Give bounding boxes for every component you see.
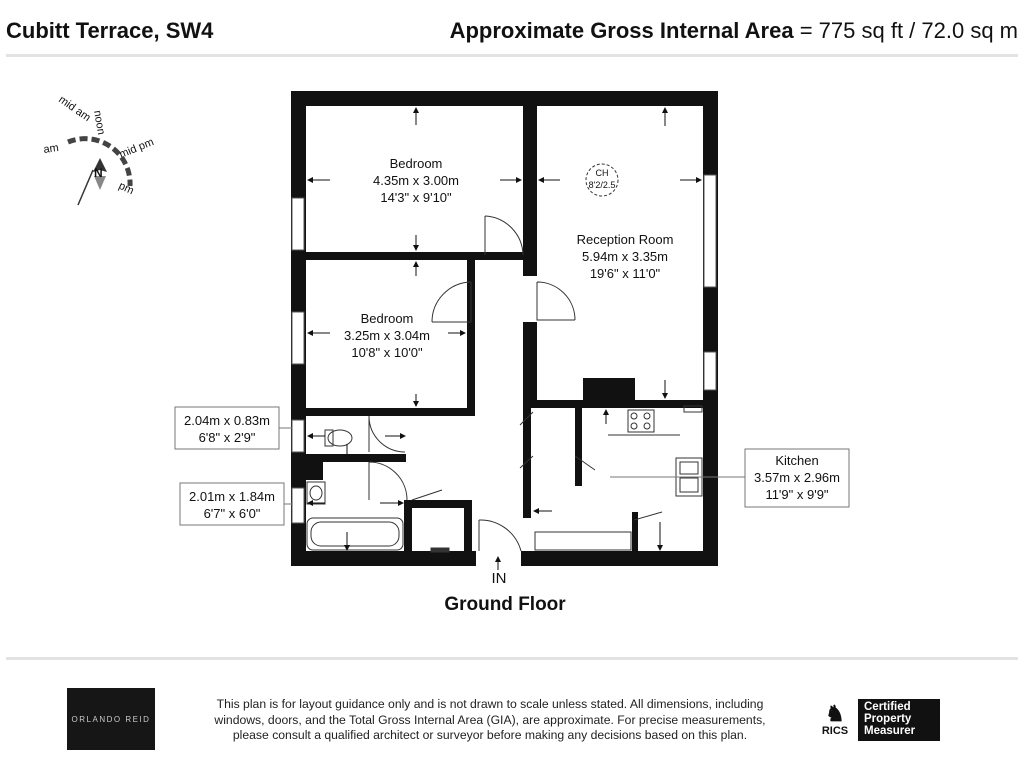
compass <box>43 94 156 205</box>
rics-logo <box>815 703 855 737</box>
lion-icon: ♞ <box>825 701 845 726</box>
area-value: = 775 sq ft / 72.0 sq m <box>799 18 1018 43</box>
ceiling-value: 8'2/2.5 <box>588 180 616 190</box>
certified-measurer-badge <box>858 699 940 741</box>
room-metric: 5.94m x 3.35m <box>582 249 668 264</box>
callout-kitchen <box>610 449 849 507</box>
room-imperial: 11'9" x 9'9" <box>765 487 829 502</box>
compass-label: pm <box>116 179 136 198</box>
compass-label: noon <box>91 109 108 136</box>
room-reception <box>577 232 674 281</box>
room-bedroom-1 <box>373 156 459 205</box>
callout-imperial: 6'7" x 6'0" <box>203 506 261 521</box>
room-bedroom-2 <box>344 311 430 360</box>
room-name: Reception Room <box>576 232 674 247</box>
callout-imperial: 6'8" x 2'9" <box>198 430 256 445</box>
room-imperial: 10'8" x 10'0" <box>351 345 423 360</box>
compass-label: mid pm <box>117 136 156 161</box>
area-label: Approximate Gross Internal Area <box>449 18 794 43</box>
rics-text: RICS <box>821 725 849 737</box>
callout-metric: 2.01m x 1.84m <box>189 489 275 504</box>
floor-name: Ground Floor <box>444 594 566 615</box>
floor-plan <box>0 60 1024 655</box>
compass-label: am <box>42 141 60 156</box>
compass-label: mid am <box>56 93 93 125</box>
callout-bathroom <box>180 483 292 525</box>
room-metric: 3.57m x 2.96m <box>754 470 840 485</box>
compass-north: N <box>94 166 103 180</box>
room-name: Kitchen <box>775 453 819 468</box>
ceiling-code: CH <box>595 168 609 178</box>
entrance-label: IN <box>491 570 507 587</box>
cert-line: Property <box>864 713 912 725</box>
room-imperial: 19'6" x 11'0" <box>589 266 661 281</box>
footer-divider <box>6 657 1018 660</box>
header-divider <box>6 54 1018 57</box>
room-imperial: 14'3" x 9'10" <box>380 190 452 205</box>
cert-line: Measurer <box>864 725 916 737</box>
callout-wc <box>175 407 292 449</box>
room-metric: 4.35m x 3.00m <box>373 173 459 188</box>
room-metric: 3.25m x 3.04m <box>344 328 430 343</box>
room-name: Bedroom <box>360 311 414 326</box>
ceiling-height <box>589 168 616 190</box>
disclaimer-text: This plan is for layout guidance only and is not drawn to scale unless stated. All dimensions, including windows, doors, and the Total Gross Internal Area (GIA), are approximate. For precise measurements, please consult a qualified architect or surveyor before making any decisions based on this plan. <box>214 697 766 742</box>
callout-metric: 2.04m x 0.83m <box>184 413 270 428</box>
gross-internal-area <box>450 18 1018 44</box>
property-address: Cubitt Terrace, SW4 <box>6 18 214 43</box>
cert-line: Certified <box>864 701 911 713</box>
brand-logo: ORLANDO REID <box>67 688 155 750</box>
room-name: Bedroom <box>389 156 443 171</box>
